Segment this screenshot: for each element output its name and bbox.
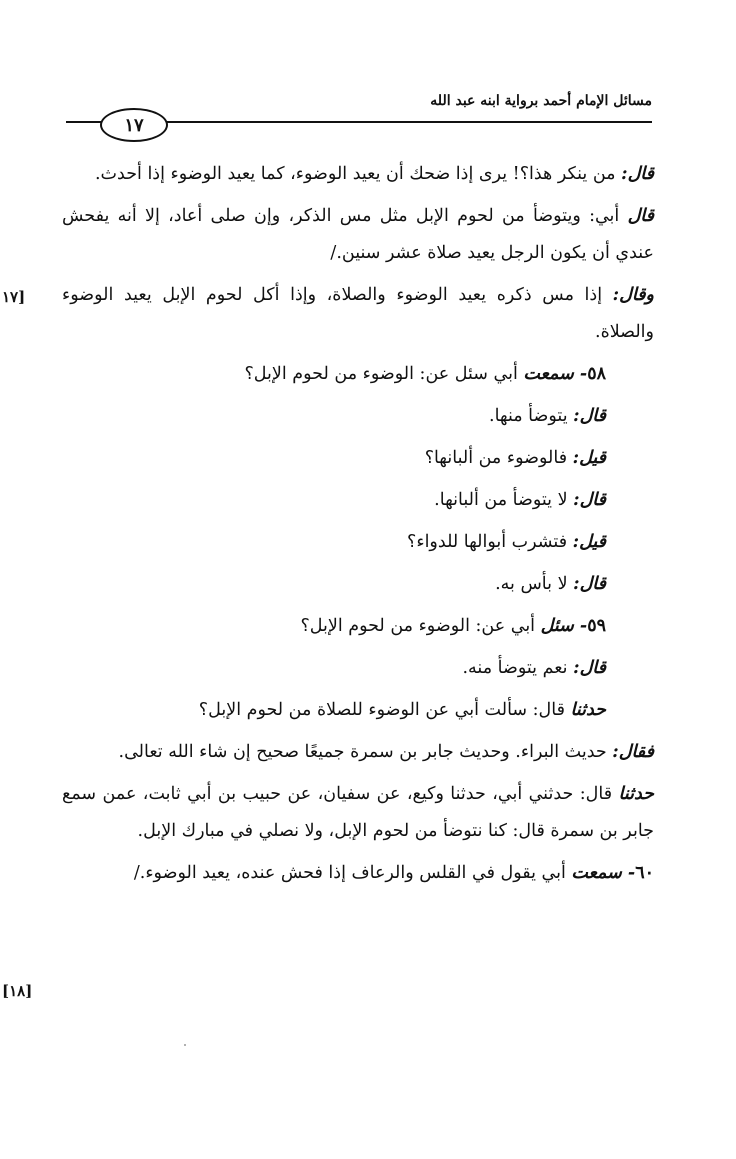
paragraph-lead: وقال:: [612, 285, 654, 305]
paragraph-text: نعم يتوضأ منه.: [462, 658, 574, 678]
item-number: ٥٩: [587, 616, 606, 636]
item-number: ٦٠: [635, 863, 654, 883]
paragraph-lead: - سمعت: [523, 364, 588, 384]
paragraph-text: أبي يقول في القلس والرعاف إذا فحش عنده، يعيد الوضوء./: [133, 863, 572, 883]
paragraph: [62, 524, 654, 561]
scan-speck: [184, 1044, 186, 1046]
paragraph-lead: قيل:: [572, 448, 606, 468]
paragraph-text: يتوضأ منها.: [489, 406, 574, 426]
paragraph: [62, 398, 654, 435]
paragraph-text: فتشرب أبوالها للدواء؟: [407, 532, 573, 552]
paragraph: [62, 277, 654, 351]
page-number-frame: [100, 108, 168, 142]
paragraph-text: إذا مس ذكره يعيد الوضوء والصلاة، وإذا أكل لحوم الإبل يعيد الوضوء والصلاة.: [62, 285, 654, 342]
page-number: ١٧: [124, 114, 144, 136]
paragraph: [62, 734, 654, 771]
paragraph-lead: فقال:: [612, 742, 654, 762]
paragraph-lead: قال: [627, 206, 654, 226]
paragraph-text: لا بأس به.: [495, 574, 574, 594]
paragraph-text: لا يتوضأ من ألبانها.: [434, 490, 574, 510]
paragraph-text: أبي: ويتوضأ من لحوم الإبل مثل مس الذكر، وإن صلى أعاد، إلا أنه يفحش عندي أن يكون الرجل يعيد صلاة عشر سنين./: [62, 206, 654, 263]
margin-reference-18: [١٨]: [2, 982, 33, 1000]
body-text: [62, 156, 654, 897]
paragraph-lead: - سمعت: [571, 863, 636, 883]
paragraph-text: أبي سئل عن: الوضوء من لحوم الإبل؟: [244, 364, 524, 384]
paragraph: [62, 440, 654, 477]
paragraph-lead: قال:: [573, 658, 606, 678]
paragraph-text: أبي عن: الوضوء من لحوم الإبل؟: [300, 616, 541, 636]
paragraph: [62, 692, 654, 729]
paragraph-text: فالوضوء من ألبانها؟: [424, 448, 573, 468]
paragraph: [62, 776, 654, 850]
paragraph-lead: حدثنا: [618, 784, 654, 804]
numbered-paragraph-58: [62, 356, 654, 393]
numbered-paragraph-59: [62, 608, 654, 645]
paragraph-text: حديث البراء. وحديث جابر بن سمرة جميعًا صحيح إن شاء الله تعالى.: [118, 742, 613, 762]
paragraph-lead: - سئل: [540, 616, 588, 636]
paragraph: [62, 482, 654, 519]
running-title: مسائل الإمام أحمد برواية ابنه عبد الله: [430, 93, 652, 109]
paragraph-lead: قال:: [573, 490, 606, 510]
numbered-paragraph-60: [62, 855, 654, 892]
paragraph-lead: حدثنا: [570, 700, 606, 720]
margin-reference-17: ١٧]: [2, 288, 26, 306]
paragraph-lead: قيل:: [572, 532, 606, 552]
paragraph-lead: قال:: [573, 406, 606, 426]
paragraph-lead: قال:: [621, 164, 654, 184]
item-number: ٥٨: [587, 364, 606, 384]
paragraph: [62, 650, 654, 687]
paragraph-text: قال: سألت أبي عن الوضوء للصلاة من لحوم الإبل؟: [198, 700, 571, 720]
paragraph: [62, 198, 654, 272]
paragraph: [62, 156, 654, 193]
paragraph-text: قال: حدثني أبي، حدثنا وكيع، عن سفيان، عن حبيب بن أبي ثابت، عمن سمع جابر بن سمرة قال: كنا نتوضأ من لحوم الإبل، ولا نصلي في مبارك الإبل.: [62, 784, 654, 841]
paragraph: [62, 566, 654, 603]
paragraph-text: من ينكر هذا؟! يرى إذا ضحك أن يعيد الوضوء، كما يعيد الوضوء إذا أحدث.: [94, 164, 622, 184]
paragraph-lead: قال:: [573, 574, 606, 594]
